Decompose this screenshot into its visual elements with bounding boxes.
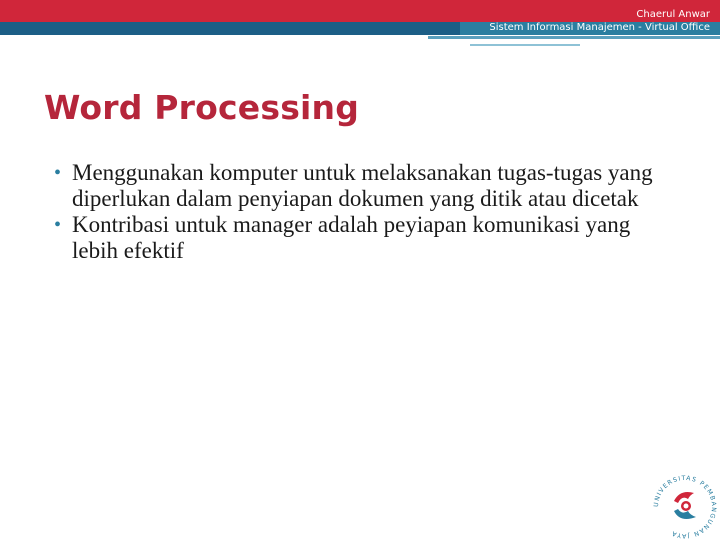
header-underline — [428, 36, 720, 39]
bullet-item — [54, 160, 674, 212]
author-name: Chaerul Anwar — [636, 9, 710, 20]
bullet-marker: • — [54, 214, 62, 236]
bullet-text: Kontribasi untuk manager adalah peyiapan komunikasi yang lebih efektif — [72, 212, 631, 263]
bullet-text: Menggunakan komputer untuk melaksanakan tugas-tugas yang diperlukan dalam penyiapan dokumen yang ditik atau dicetak — [72, 160, 653, 211]
header-underline-short — [470, 44, 580, 46]
bullet-item — [54, 212, 674, 264]
bullet-list — [54, 160, 674, 264]
slide-header — [489, 8, 710, 34]
header-band-blue — [0, 22, 460, 35]
course-name: Sistem Informasi Manajemen - Virtual Office — [489, 22, 710, 33]
university-seal-icon — [650, 465, 720, 540]
slide-title: Word Processing — [44, 88, 360, 127]
logo-center-ring — [684, 504, 689, 509]
logo-seal-text: UNIVERSITAS PEMBANGUNAN JAYA — [652, 474, 718, 540]
bullet-marker: • — [54, 162, 62, 184]
logo-red-swoosh — [674, 492, 694, 503]
